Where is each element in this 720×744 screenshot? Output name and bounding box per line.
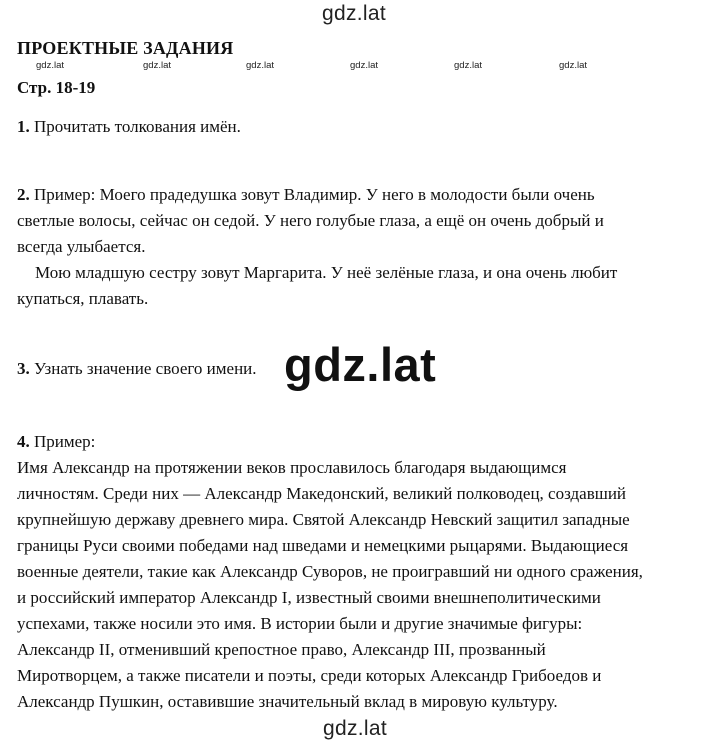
task-line: купаться, плавать.	[17, 289, 149, 308]
task-line: Александр Пушкин, оставившие значительный вклад в мировую культуру.	[17, 692, 558, 711]
task-text: Прочитать толкования имён.	[34, 117, 241, 136]
task-line	[17, 429, 643, 455]
task-text: Узнать значение своего имени.	[34, 359, 257, 378]
task-number: 3.	[17, 359, 30, 378]
mini-watermark: gdz.lat	[454, 60, 482, 71]
task-number: 4.	[17, 432, 30, 451]
task-line: светлые волосы, сейчас он седой. У него голубые глаза, а ещё он очень добрый и	[17, 211, 604, 230]
mini-watermark: gdz.lat	[559, 60, 587, 71]
task-line: Миротворцем, а также писатели и поэты, среди которых Александр Грибоедов и	[17, 666, 602, 685]
task-text: Пример:	[34, 432, 96, 451]
task-line: всегда улыбается.	[17, 237, 146, 256]
task-line: личностям. Среди них — Александр Македонский, великий полководец, создавший	[17, 484, 627, 503]
task-number: 2.	[17, 185, 30, 204]
task-line	[17, 182, 617, 208]
task-line: Мою младшую сестру зовут Маргарита. У неё зелёные глаза, и она очень любит	[35, 263, 618, 282]
task-line: и российский император Александр I, известный своими внешнеполитическими	[17, 588, 601, 607]
watermark-top: gdz.lat	[322, 2, 386, 25]
mini-watermark: gdz.lat	[350, 60, 378, 71]
task-line: границы Руси своими победами над шведами и немецкими рыцарями. Выдающиеся	[17, 536, 629, 555]
mini-watermark: gdz.lat	[246, 60, 274, 71]
task-2	[17, 182, 617, 312]
task-text: Пример: Моего прадедушка зовут Владимир. У него в молодости были очень	[34, 185, 595, 204]
task-1	[17, 114, 241, 140]
page-reference: Стр. 18-19	[17, 78, 96, 97]
watermark-large: gdz.lat	[284, 338, 437, 391]
task-3	[17, 356, 257, 382]
task-number: 1.	[17, 117, 30, 136]
task-line: крупнейшую державу древнего мира. Святой Александр Невский защитил западные	[17, 510, 630, 529]
task-line: Имя Александр на протяжении веков прославилось благодаря выдающимся	[17, 458, 567, 477]
section-heading: ПРОЕКТНЫЕ ЗАДАНИЯ	[17, 38, 234, 58]
task-line: успехами, также носили это имя. В истории были и другие значимые фигуры:	[17, 614, 583, 633]
mini-watermark: gdz.lat	[143, 60, 171, 71]
task-line: Александр II, отменивший крепостное право, Александр III, прозванный	[17, 640, 546, 659]
watermark-bottom: gdz.lat	[323, 717, 387, 740]
task-4	[17, 429, 643, 715]
mini-watermark: gdz.lat	[36, 60, 64, 71]
task-line: военные деятели, такие как Александр Суворов, не проигравший ни одного сражения,	[17, 562, 643, 581]
